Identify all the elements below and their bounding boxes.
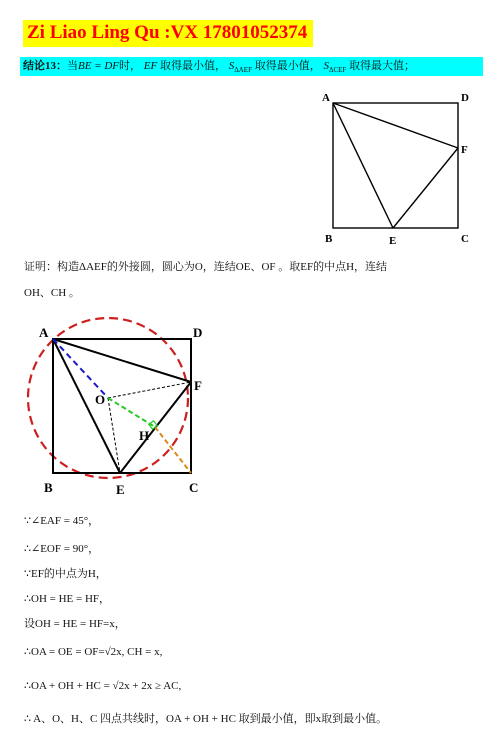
proof-intro-2: OH、CH 。 — [24, 287, 80, 299]
label-e-2: E — [116, 482, 125, 497]
segment-of — [108, 382, 191, 398]
label-h: H — [139, 428, 150, 443]
conclusion-text: 取得最大值； — [349, 60, 416, 72]
segment-af-2 — [53, 339, 191, 382]
label-b-2: B — [44, 480, 53, 495]
proof-line-5: 设OH = HE = HF=x， — [24, 618, 126, 630]
conclusion-text: 时， — [119, 60, 142, 72]
label-d: D — [461, 92, 469, 104]
label-d-2: D — [193, 325, 203, 340]
condition-expr: BE = DF — [78, 60, 120, 72]
area-symbol: S — [323, 60, 329, 72]
label-a-2: A — [39, 325, 49, 340]
conclusion-text: 取得最小值， — [159, 60, 226, 72]
proof-line-4: ∴OH = HE = HF， — [24, 593, 111, 605]
segment-oh — [108, 398, 155, 427]
conclusion-head: 结论13： — [23, 60, 67, 72]
segment-hc — [155, 427, 191, 473]
label-c: C — [461, 233, 469, 245]
label-f: F — [461, 144, 468, 156]
ef-expr: EF — [143, 60, 158, 72]
proof-line-6: ∴OA = OE = OF=√2x, CH = x, — [24, 646, 163, 658]
label-e: E — [389, 235, 397, 247]
area-subscript: ΔAEF — [234, 66, 252, 75]
proof-line-3: ∵EF的中点为H， — [24, 568, 107, 580]
proof-line-8: ∴ A、O、H、C 四点共线时，OA + OH + HC 取到最小值，即x取到最小值。 — [24, 713, 388, 725]
label-b: B — [325, 233, 333, 245]
proof-line-7: ∴OA + OH + HC = √2x + 2x ≥ AC, — [24, 680, 182, 692]
label-o: O — [95, 392, 106, 407]
conclusion-text: 当 — [67, 60, 78, 72]
proof-intro-1: 证明：构造ΔAEF的外接圆，圆心为O，连结OE、OF 。取EF的中点H，连结 — [24, 261, 388, 273]
conclusion-text: 取得最小值， — [254, 60, 321, 72]
proof-line-1: ∵∠EAF = 45°， — [24, 515, 100, 527]
label-f-2: F — [194, 378, 202, 393]
area-symbol: S — [228, 60, 235, 72]
label-a: A — [322, 92, 330, 104]
contact-banner: Zi Liao Ling Qu :VX 17801052374 — [23, 20, 313, 47]
segment-ae-2 — [53, 339, 120, 473]
proof-line-2: ∴∠EOF = 90°， — [24, 543, 100, 555]
area-subscript: ΔCEF — [328, 66, 347, 75]
label-c-2: C — [189, 480, 199, 495]
